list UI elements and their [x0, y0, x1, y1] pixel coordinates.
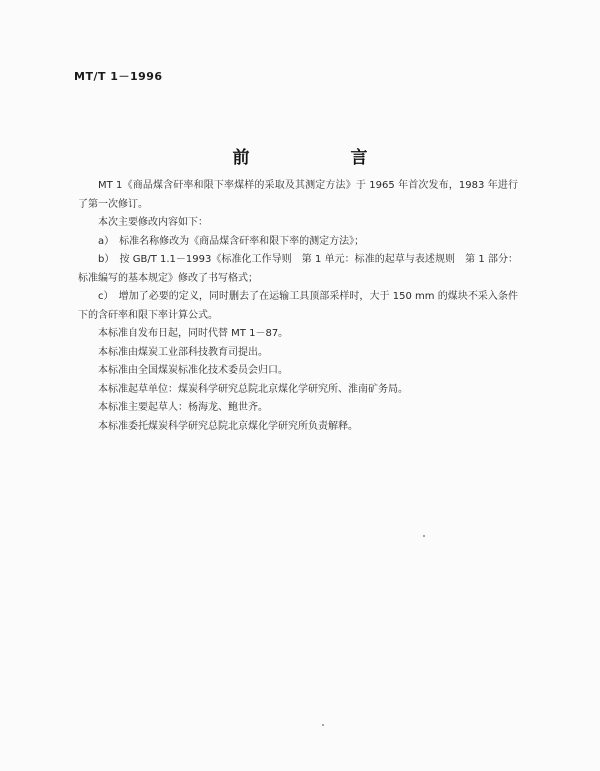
paragraph-committee: 本标准由全国煤炭标准化技术委员会归口。 [98, 365, 288, 376]
page-title: 前 言 [232, 148, 410, 168]
foreword-body [78, 177, 518, 436]
scan-speck [423, 535, 425, 537]
paragraph-changes-intro: 本次主要修改内容如下： [98, 217, 208, 228]
paragraph-drafters: 本标准主要起草人：杨海龙、鲍世齐。 [98, 402, 268, 413]
paragraph-change-a: a） 标准名称修改为《商品煤含矸率和限下率的测定方法》； [98, 235, 365, 247]
paragraph-replaces: 本标准自发布日起，同时代替 MT 1－87。 [98, 328, 289, 339]
paragraph-change-c: c） 增加了必要的定义，同时删去了在运输工具顶部采样时，大于 150 mm 的煤块不采入条件下的含矸率和限下率计算公式。 [78, 291, 518, 321]
paragraph-drafting-units: 本标准起草单位：煤炭科学研究总院北京煤化学研究所、淮南矿务局。 [98, 383, 408, 395]
paragraph-history: MT 1《商品煤含矸率和限下率煤样的采取及其测定方法》于 1965 年首次发布，1983 年进行了第一次修订。 [78, 180, 518, 210]
scan-speck [322, 724, 324, 726]
paragraph-proposer: 本标准由煤炭工业部科技教育司提出。 [98, 346, 268, 358]
standard-number-header: MT/T 1－1996 [74, 70, 163, 83]
paragraph-interpretation: 本标准委托煤炭科学研究总院北京煤化学研究所负责解释。 [98, 420, 358, 432]
paragraph-change-b: b） 按 GB/T 1.1－1993《标准化工作导则 第 1 单元：标准的起草与表述规则 第 1 部分：标准编写的基本规定》修改了书写格式； [78, 254, 518, 284]
